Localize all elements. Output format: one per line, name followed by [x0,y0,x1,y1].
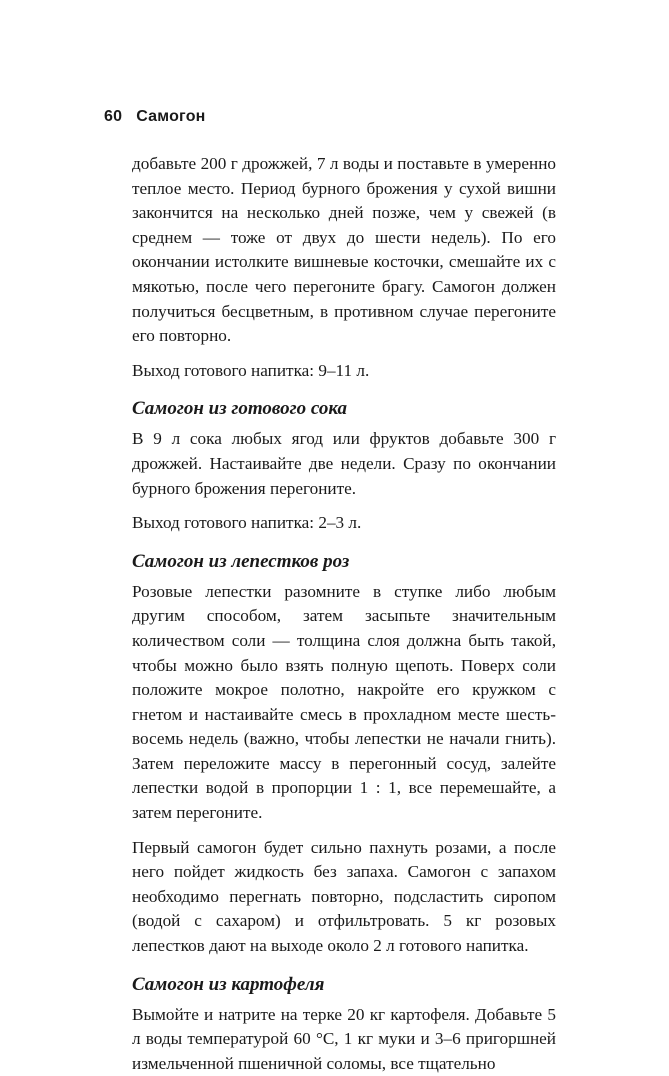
intro-yield: Выход готового напитка: 9–11 л. [132,360,370,380]
recipe-title: Самогон из картофеля [132,973,325,995]
page-number: 60 [104,108,123,125]
running-head [104,108,206,126]
running-title: Самогон [136,108,206,125]
recipe-title: Самогон из готового сока [132,398,348,420]
recipe-section [132,397,556,535]
recipe-paragraph: В 9 л сока любых ягод или фруктов добавьте 300 г дрожжей. Настаивайте две недели. Сразу по окончании бурного брожения перегоните. [132,429,556,498]
recipe-paragraph: Первый самогон будет сильно пахнуть розами, а после него пойдет жидкость без запаха. Самогон с запахом необходимо перегнать повторно, подсластить сиропом (водой с сахаром) и отфильтровать. 5 кг розовых лепестков дают на выходе около 2 л готового напитка. [132,837,556,956]
page-body [132,152,556,1076]
recipe-yield: Выход готового напитка: 2–3 л. [132,513,362,533]
recipe-paragraph: Вымойте и натрите на терке 20 кг картофеля. Добавьте 5 л воды температурой 60 °С, 1 кг муки и 3–6 пригоршней измельченной пшеничной соломы, все тщательно [132,1004,556,1073]
recipe-title: Самогон из лепестков роз [132,550,350,572]
recipe-paragraph: Розовые лепестки разомните в ступке либо любым другим способом, затем засыпьте значительным количеством соли — толщина слоя должна быть такой, чтобы можно было взять полную щепоть. Поверх соли положите мокрое полотно, накройте его кружком с гнетом и настаивайте смесь в прохладном месте шесть-восемь недель (важно, чтобы лепестки не начали гнить). Затем переложите массу в перегонный сосуд, залейте лепестки водой в пропорции 1 : 1, все перемешайте, а затем перегоните. [132,581,556,823]
intro-paragraph: добавьте 200 г дрожжей, 7 л воды и поставьте в умеренно теплое место. Период бурного брожения у сухой вишни закончится на несколько дней позже, чем у свежей (в среднем — тоже от двух до шести недель). По его окончании истолките вишневые косточки, смешайте их с мякотью, после чего перегоните брагу. Самогон должен получиться бесцветным, в противном случае перегоните его повторно. [132,154,556,346]
recipe-section [132,550,556,959]
recipe-section [132,973,556,1076]
